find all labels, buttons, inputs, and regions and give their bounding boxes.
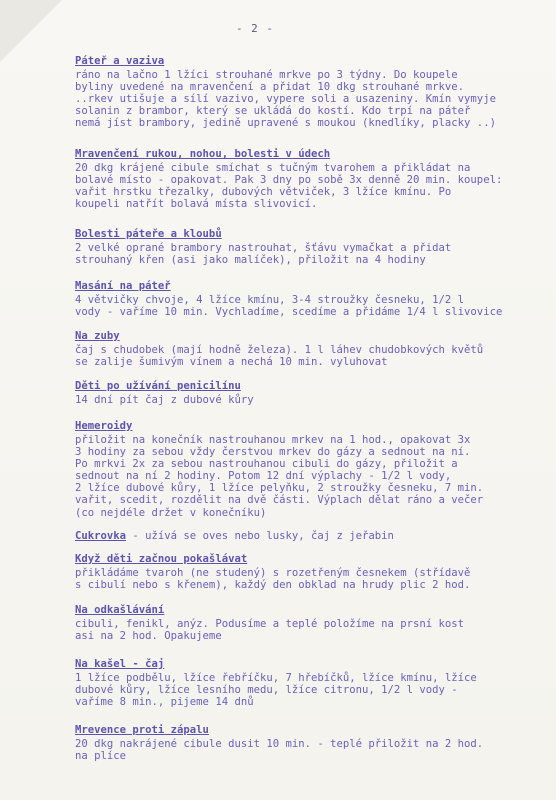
text-line: vařit, scedit, rozdělit na dvě části. Výplach dělat ráno a večer [75, 494, 484, 507]
section-pneumonia [75, 724, 545, 762]
text-line: dubové kůry, lžíce lesního medu, lžíce citronu, 1/2 l vody - [75, 684, 458, 697]
diabetes-text: - užívá se oves nebo lusky, čaj z jeřabin [126, 530, 394, 542]
section-heading: Páteř a vaziva [75, 55, 165, 67]
section-expectorant [75, 604, 545, 642]
text-line: koupeli natřít bolavá místa slivovicí. [75, 198, 318, 211]
text-line: 14 dní pít čaj z dubové kůry [75, 394, 254, 406]
section-heading: Hemeroidy [75, 420, 133, 432]
text-line: solanin z brambor, který se ukládá do kostí. Kdo trpí na páteř [75, 105, 471, 118]
section-cough-tea [75, 658, 545, 708]
section-heading: Cukrovka [75, 530, 127, 542]
section-teeth [75, 330, 545, 368]
section-heading: Mravenčení rukou, nohou, bolesti v údech [75, 148, 331, 160]
section-massage [75, 280, 545, 318]
text-line: sednout na ní 2 hodiny. Potom 12 dní výplachy - 1/2 l vody, [75, 470, 452, 483]
text-line: 2 lžíce dubové kůry, 1 lžíce pelyňku, 2 stroužky česneku, 7 min. [75, 482, 484, 495]
text-line: se zalije šumivým vínem a nechá 10 min. vyluhovat [75, 356, 388, 369]
section-penicillin [75, 380, 545, 406]
section-diabetes [75, 530, 545, 542]
section-heading: Na zuby [75, 330, 120, 342]
text-line: vařit hrstku třezalky, dubových větviček, 3 lžíce kmínu. Po [75, 186, 452, 199]
text-line: asi na 2 hod. Opakujeme [75, 630, 222, 643]
text-line: 2 velké oprané brambory nastrouhat, šťávu vymačkat a přidat [75, 242, 452, 254]
section-tingling [75, 148, 545, 210]
page-number: - 2 - [235, 22, 275, 35]
text-line: na plíce [75, 750, 127, 763]
text-line: 3 hodiny za sebou vždy čerstvou mrkev do gázy a sednout na ní. [75, 446, 471, 459]
text-line: přikládáme tvaroh (ne studený) s rozetřeným česnekem (střídavě [75, 567, 471, 579]
text-line: přiložit na konečník nastrouhanou mrkev na 1 hod., opakovat 3x [75, 434, 471, 446]
section-heading: Mrevence proti zápalu [75, 724, 209, 736]
text-line: s cibulí nebo s křenem), každý den obklad na hrudy plic 2 hod. [75, 579, 471, 592]
section-heading: Na kašel - čaj [75, 658, 165, 670]
section-spine-ligaments [75, 55, 545, 129]
text-line: 20 dkg krájené cibule smíchat s tučným tvarohem a přikládat na [75, 162, 471, 174]
section-children-cough [75, 553, 545, 591]
text-line: nemá jíst brambory, jedině upravené s moukou (knedlíky, placky ..) [75, 117, 496, 130]
section-heading: Bolesti páteře a kloubů [75, 228, 222, 240]
section-heading: Když děti začnou pokašlávat [75, 553, 248, 565]
text-line: vody - vaříme 10 min. Vychladíme, scedíme a přidáme 1/4 l slivovice [75, 306, 503, 319]
text-line: 4 větvičky chvoje, 4 lžíce kmínu, 3-4 stroužky česneku, 1/2 l [75, 294, 465, 306]
text-line: bolavé místo - opakovat. Pak 3 dny po sobě 3x denně 20 min. koupel: [75, 174, 503, 187]
text-line: vaříme 8 min., pijeme 14 dnů [75, 696, 254, 709]
text-line: ..rkev utišuje a sílí vazivo, vypere soli a usazeniny. Kmín vymyje [75, 93, 496, 106]
text-line: čaj s chudobek (mají hodně železa). 1 l láhev chudobkových květů [75, 344, 484, 356]
text-line: (co nejdéle držet v konečníku) [75, 506, 267, 519]
text-line: cibuli, fenikl, anýz. Podusíme a teplé položíme na prsní kost [75, 618, 465, 630]
text-line: ráno na lačno 1 lžíci strouhané mrkve po 3 týdny. Do koupele [75, 69, 458, 81]
text-line: 1 lžíce podbělu, lžíce řebříčku, 7 hřebíčků, lžíce kmínu, lžíce [75, 672, 477, 684]
section-heading: Masání na páteř [75, 280, 171, 292]
section-heading: Na odkašlávání [75, 604, 165, 616]
section-joint-pain [75, 228, 545, 266]
section-heading: Děti po užívání penicilínu [75, 380, 241, 392]
section-hemorrhoids [75, 420, 545, 519]
text-line: 20 dkg nakrájené cibule dusit 10 min. - teplé přiložit na 2 hod. [75, 738, 484, 750]
text-line: byliny uvedené na mravenčení a přidat 10 dkg strouhané mrkve. [75, 81, 465, 94]
text-line: strouhaný křen (asi jako malíček), přiložit na 4 hodiny [75, 254, 426, 267]
text-line: Po mrkvi 2x za sebou nastrouhanou cibuli do gázy, přiložit a [75, 458, 458, 471]
text-line [75, 530, 545, 542]
